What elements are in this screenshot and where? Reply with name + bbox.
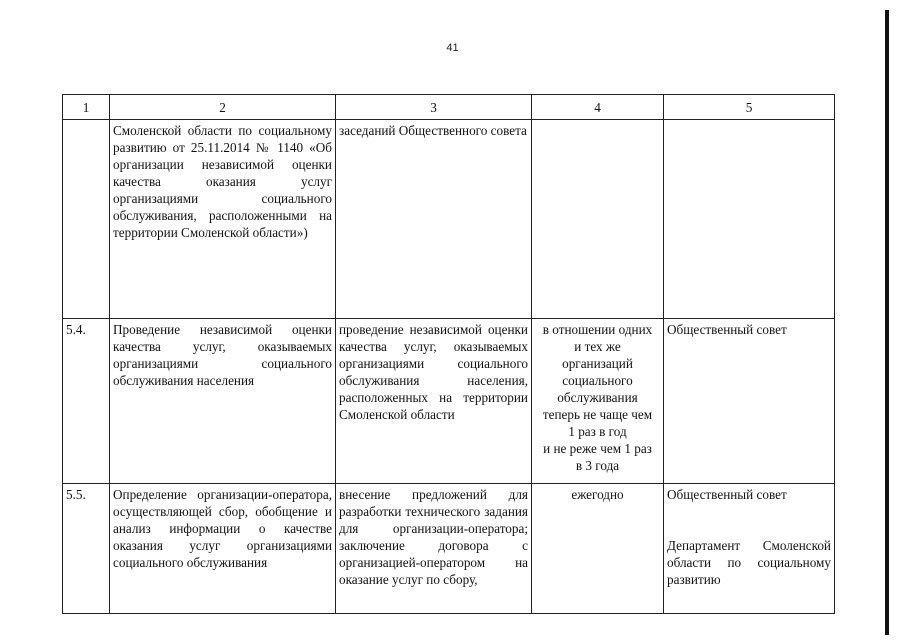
responsible-cell <box>664 484 835 614</box>
table-row <box>63 120 835 319</box>
row-number-cell: 5.4. <box>63 319 110 484</box>
row-number-cell <box>63 120 110 319</box>
timing-line: социального <box>562 373 633 388</box>
responsible-secondary: Департамент Смоленской области по социальному развитию <box>667 538 831 587</box>
timing-cell <box>532 120 664 319</box>
timing-line: обслуживания <box>557 390 638 405</box>
scan-edge-bar <box>885 10 889 635</box>
timing-line: теперь не чаще чем <box>542 407 653 422</box>
header-cell: 5 <box>664 95 835 120</box>
content-cell: внесение предложений для разработки технического задания для организации-оператора; заключение договора с организацией-оператором на оказание услуг по сбору, <box>336 484 532 614</box>
responsible-primary: Общественный совет <box>667 487 787 502</box>
row-number-cell: 5.5. <box>63 484 110 614</box>
timing-line: и тех же <box>574 339 621 354</box>
timing-line: и не реже чем 1 раз <box>543 441 652 456</box>
document-table <box>62 94 835 614</box>
table-row <box>63 319 835 484</box>
content-cell: проведение независимой оценки качества услуг, оказываемых организациями социального обслуживания населения, расположенных на территории Смоленской области <box>336 319 532 484</box>
content-cell: заседаний Общественного совета <box>336 120 532 319</box>
timing-line: в отношении одних <box>542 322 653 337</box>
header-cell: 4 <box>532 95 664 120</box>
measure-cell: Проведение независимой оценки качества услуг, оказываемых организациями социального обслуживания населения <box>110 319 336 484</box>
responsible-cell: Общественный совет <box>664 319 835 484</box>
table-row <box>63 484 835 614</box>
page-number: 41 <box>446 42 459 54</box>
timing-cell: ежегодно <box>532 484 664 614</box>
measure-cell: Смоленской области по социальному развитию от 25.11.2014 № 1140 «Об организации независимой оценки качества оказания услуг организациями социального обслуживания, расположенными на территории Смоленской области») <box>110 120 336 319</box>
timing-line: 1 раз в год <box>568 424 627 439</box>
table-header-row <box>63 95 835 120</box>
measure-cell: Определение организации-оператора, осуществляющей сбор, обобщение и анализ информации о качестве оказания услуг организациями социального обслуживания <box>110 484 336 614</box>
timing-cell <box>532 319 664 484</box>
header-cell: 3 <box>336 95 532 120</box>
responsible-cell <box>664 120 835 319</box>
header-cell: 1 <box>63 95 110 120</box>
timing-line: в 3 года <box>575 458 620 473</box>
timing-line: организаций <box>562 356 633 371</box>
header-cell: 2 <box>110 95 336 120</box>
